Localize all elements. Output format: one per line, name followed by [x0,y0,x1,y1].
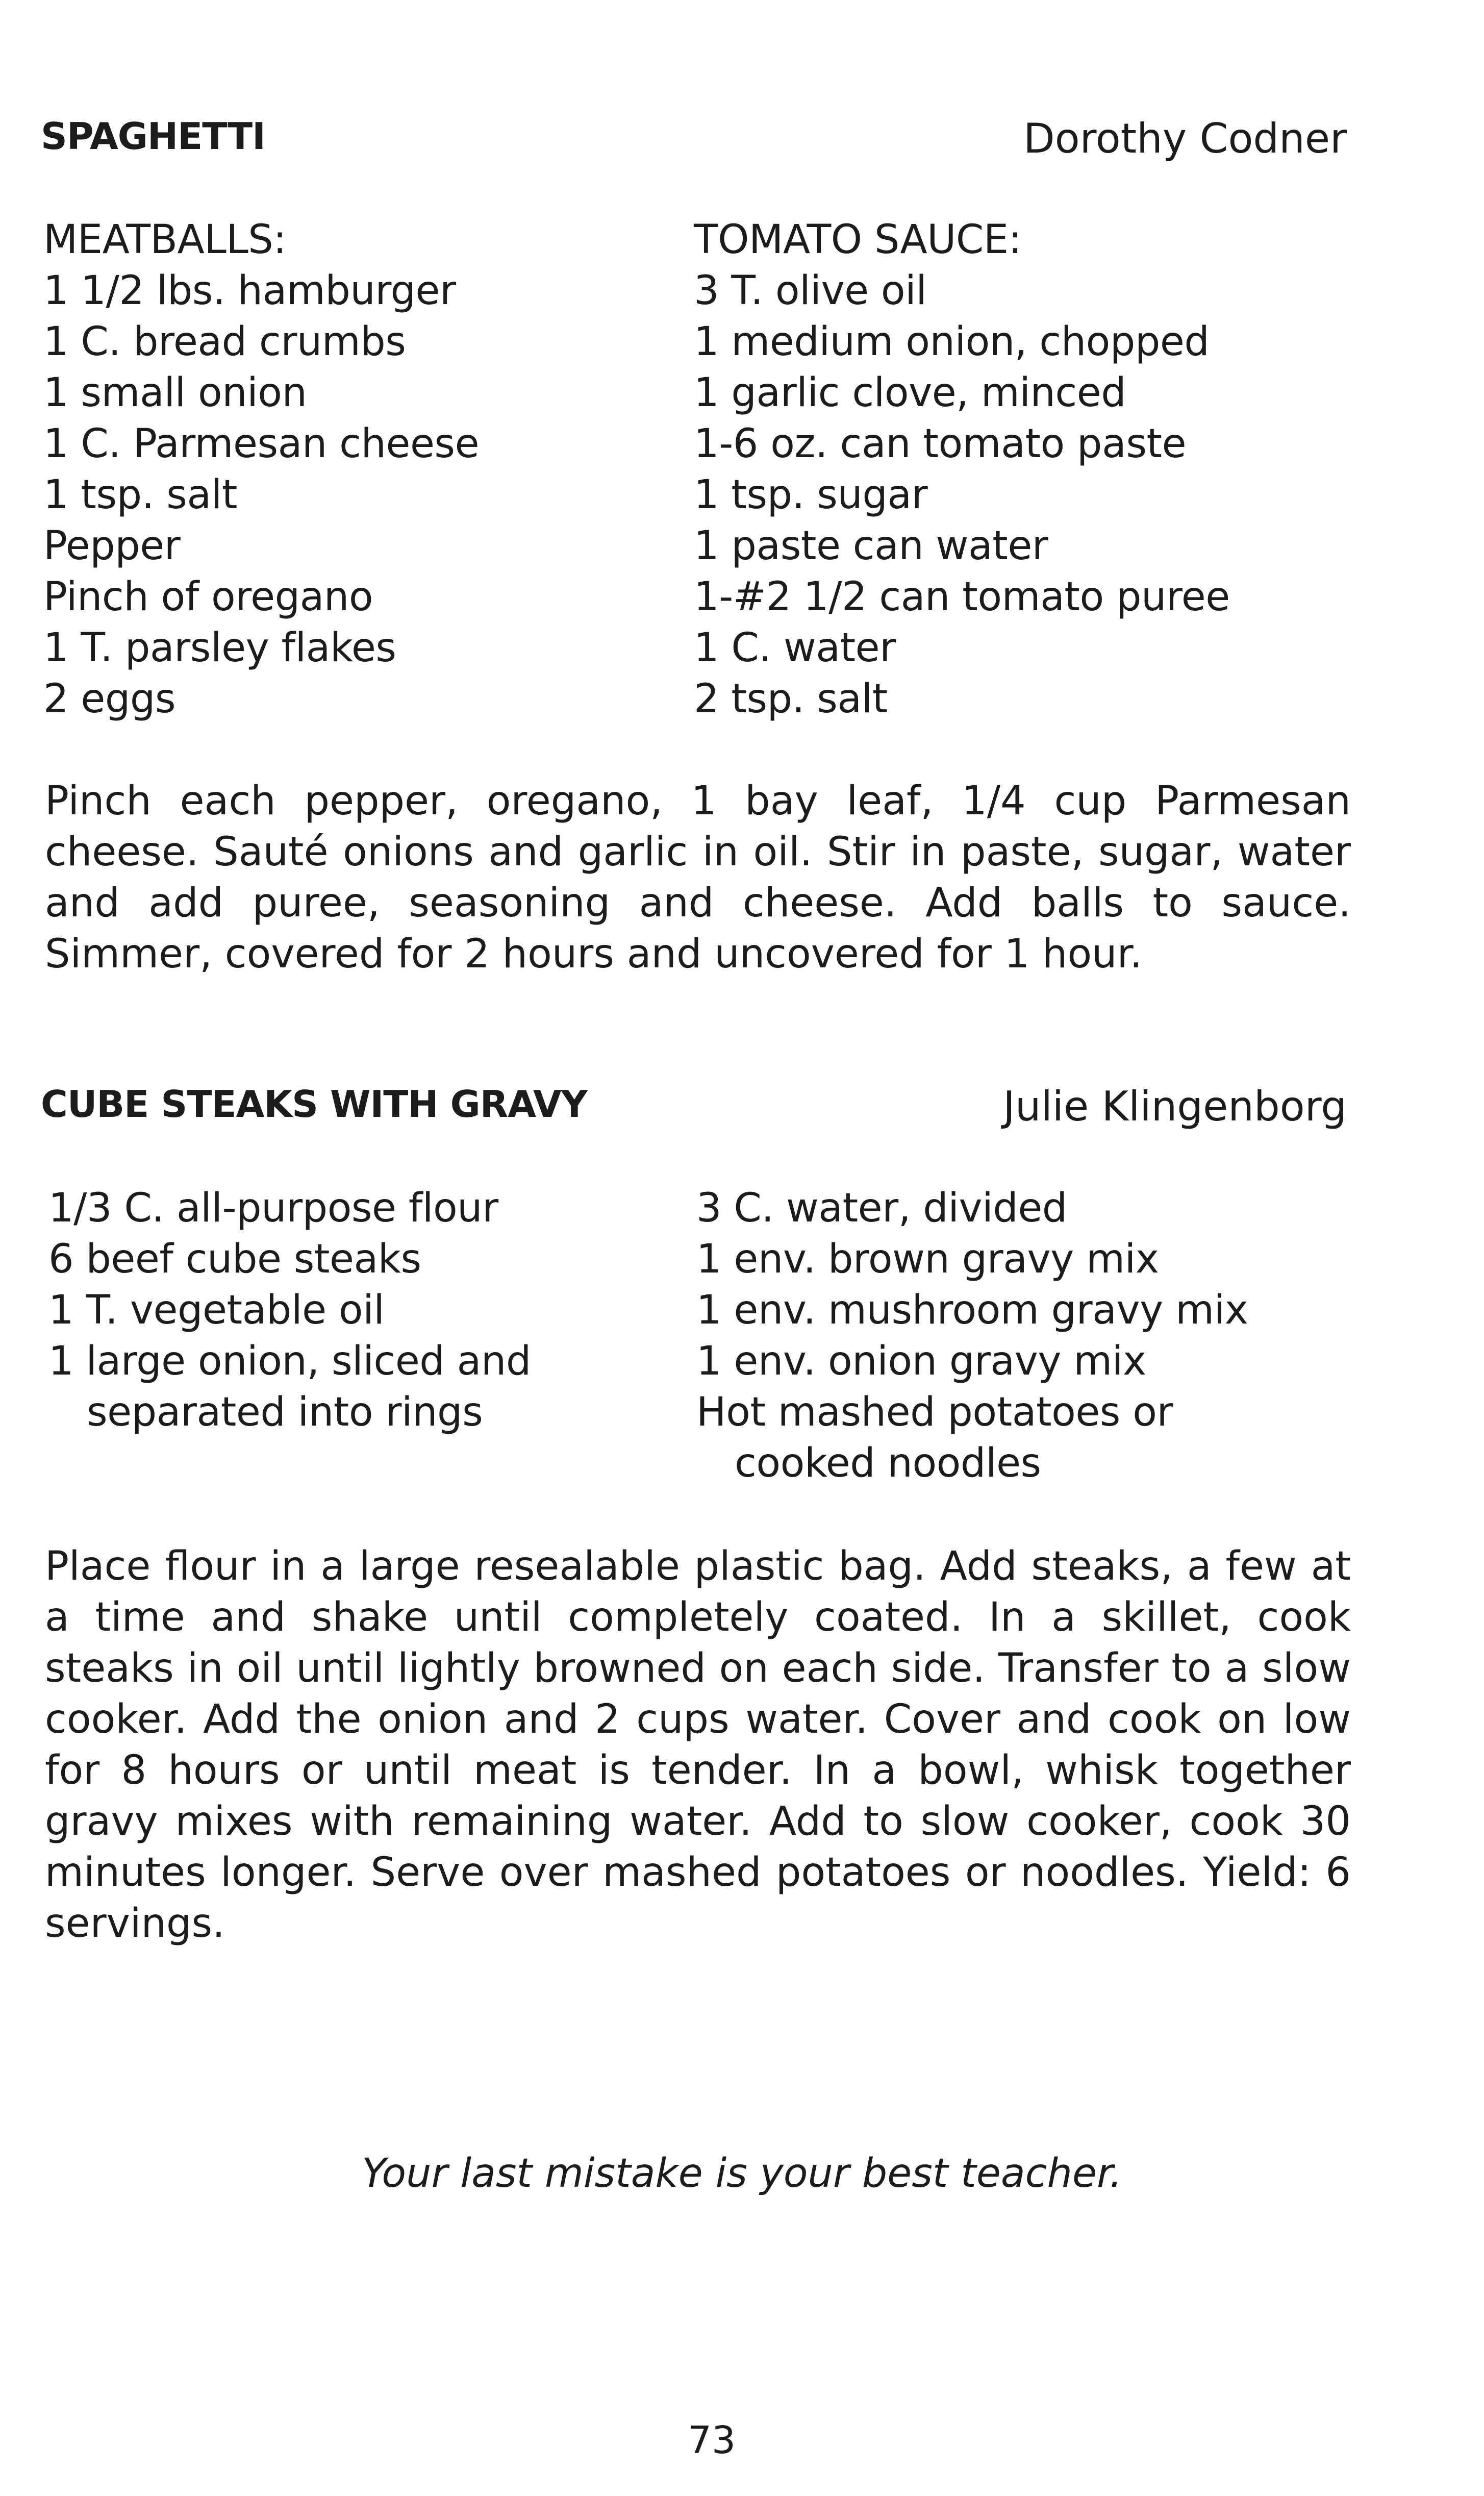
ingredient-item: 3 T. olive oil [694,268,927,314]
ingredient-item: 2 tsp. salt [694,676,888,722]
ingredient-item: 6 beef cube steaks [48,1236,421,1282]
ingredients-left-column [48,1183,531,1438]
ingredient-item: 1 tsp. salt [43,472,237,518]
ingredient-item-continued: separated into rings [87,1389,483,1435]
ingredient-item: 1/3 C. all-purpose flour [48,1185,498,1231]
ingredient-item: 1 env. onion gravy mix [696,1338,1146,1384]
ingredient-heading: MEATBALLS: [43,217,287,263]
ingredient-item: 1 small onion [43,370,307,416]
recipe-header-spaghetti [41,115,1347,166]
recipe-header-cube-steaks [41,1083,1347,1134]
ingredient-item: 1-#2 1/2 can tomato puree [694,574,1230,620]
ingredient-item: 1 paste can water [694,523,1048,569]
recipe-title: SPAGHETTI [41,115,265,158]
ingredient-item: 1 C. Parmesan cheese [43,421,480,467]
ingredient-item: 1 1/2 lbs. hamburger [43,268,456,314]
ingredient-item: 1 C. water [694,625,896,671]
ingredient-item: Pepper [43,523,181,569]
ingredient-item: 3 C. water, divided [696,1185,1067,1231]
ingredient-item: 1 T. vegetable oil [48,1287,385,1333]
ingredient-item: Hot mashed potatoes or [696,1389,1173,1435]
recipe-title: CUBE STEAKS WITH GRAVY [41,1083,587,1126]
ingredient-item: 1 T. parsley flakes [43,625,396,671]
recipe-directions: Pinch each pepper, oregano, 1 bay leaf, 1/4 cup Parmesan cheese. Sauté onions and garlic in oil. Stir in paste, sugar, water and add puree, seasoning and cheese. Add balls to sauce. Simmer, covered for 2 hours and uncovered for 1 hour. [45,778,1351,977]
ingredient-heading: TOMATO SAUCE: [694,217,1022,263]
ingredient-item: 1 large onion, sliced and [48,1338,531,1384]
ingredient-item: 1-6 oz. can tomato paste [694,421,1187,467]
ingredient-item: 1 medium onion, chopped [694,319,1210,365]
ingredients-right-column [696,1183,1248,1489]
ingredient-item: 1 env. mushroom gravy mix [696,1287,1248,1333]
ingredient-item: 1 env. brown gravy mix [696,1236,1159,1282]
ingredient-item: 1 C. bread crumbs [43,319,406,365]
page-number: 73 [687,2418,736,2462]
ingredient-item: 1 garlic clove, minced [694,370,1126,416]
ingredient-item-continued: cooked noodles [735,1440,1041,1486]
ingredient-item: 1 tsp. sugar [694,472,928,518]
recipe-author: Julie Klingenborg [1003,1083,1347,1130]
ingredients-left-column [43,214,479,725]
page-quote: Your last mistake is your best teacher. [362,2151,1122,2197]
recipe-author: Dorothy Codner [1023,115,1347,162]
ingredient-item: Pinch of oregano [43,574,373,620]
recipe-directions: Place flour in a large resealable plastic bag. Add steaks, a few at a time and shake until completely coated. In a skillet, cook steaks in oil until lightly browned on each side. Transfer to a slow cooker. Add the onion and 2 cups water. Cover and cook on low for 8 hours or until meat is tender. In a bowl, whisk together gravy mixes with remaining water. Add to slow cooker, cook 30 minutes longer. Serve over mashed potatoes or noodles. Yield: 6 servings. [45,1543,1351,1946]
ingredients-right-column [694,214,1230,725]
ingredient-item: 2 eggs [43,676,176,722]
